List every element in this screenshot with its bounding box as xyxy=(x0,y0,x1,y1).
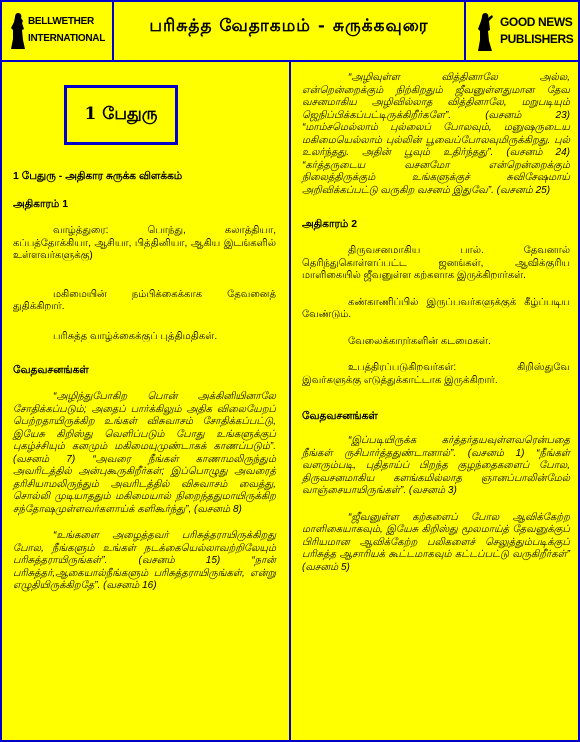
good-news-line1: GOOD NEWS xyxy=(500,15,573,29)
herald-figure-icon xyxy=(476,12,494,52)
good-news-logo xyxy=(466,2,578,60)
verse-block-5: “ஜீவனுள்ள கற்களைப் போல ஆவிக்கேற்ற மாளிகையாகவும், இயேசு கிறிஸ்து மூலமாய்த் தேவனுக்குப் பிரியமான ஆவிக்கேற்ற பலிகளைச் செலுத்தும்படிக்குப் பரிசுத்த ஆசாரியக் கூட்டமாகவும் கட்டப்பட்டு வருகிறீர்கள்” (வசனம் 5) xyxy=(302,511,570,573)
chapter-2-para-2: கண்காணிப்பில் இருப்பவர்களுக்குக் கீழ்ப்படிய வேண்டும். xyxy=(302,296,570,320)
bellwether-line2: INTERNATIONAL xyxy=(28,33,106,44)
book-title-box xyxy=(64,85,178,145)
chapter-1-para-1: வாழ்த்துரை: பொந்து, கலாத்தியா, கப்பத்தோக்கியா, ஆசியா, பித்தினியா, ஆகிய இடங்களில் உள்ளவர்களுக்கு) xyxy=(13,225,276,261)
verses-heading-2: வேதவசனங்கள் xyxy=(302,410,378,422)
chapter-2-para-3: வேலைக்காரர்களின் கடமைகள். xyxy=(348,335,491,347)
bellwether-logo xyxy=(2,2,114,60)
page-title: பரிசுத்த வேதாகமம் - சுருக்கவுரை xyxy=(149,16,429,36)
verse-block-3: “அழிவுள்ள வித்தினாலே அல்ல, என்றென்றைக்கும் நிற்கிறதும் ஜீவனுள்ளதுமான தேவ வசனமாகிய அழிவில்லாத வித்தினாலே, மறுபடியும் ஜெநிப்பிக்கப்பட்டிருக்கிறீர்களே”. (வசனம் 23) “மாம்சமெல்லாம் புல்லைப் போலவும், மனுஷருடைய மகிமையெல்லாம் புல்லின் பூவைப்போலவுமிருக்கிறது. புல் உலர்ந்தது. அதின் பூவும் உதிர்ந்தது”. (வசனம் 24) “கர்த்தருடைய வசனமோ என்றென்றைக்கும் நிலைத்திருக்கும் உங்களுக்குச் சுவிசேஷமாய் அறிவிக்கப்பட்டு வருகிற வசனம் இதுவே”. (வசனம் 25) xyxy=(302,72,570,196)
left-column xyxy=(0,62,291,742)
bellwether-line1: BELLWETHER xyxy=(28,16,94,27)
chapter-1-heading: அதிகாரம் 1 xyxy=(13,198,69,210)
verse-block-4: “இப்படியிருக்க கர்த்தர்தயவுள்ளவரென்பதை நீங்கள் ருசிபார்த்ததுண்டானால்”. (வசனம் 1) “நீங்கள் வளரும்படி, புதிதாய்ப் பிறந்த குழந்தைகளைப் போல, திருவசனமாகிய களங்கமில்லாத ஞானப்பாலின்மேல் வாஞ்சையாயிருங்கள்”. (வசனம் 3) xyxy=(302,435,570,496)
chapter-1-para-3: பரிசுத்த வாழ்க்கைக்குப் புத்திமதிகள். xyxy=(53,330,218,342)
ram-figure-icon xyxy=(10,12,26,50)
book-title: 1 பேதுரு xyxy=(84,104,158,124)
chapter-1-para-2: மகிமையின் நம்பிக்கைக்காக தேவனைத் துதிக்கிறார். xyxy=(13,288,276,312)
chapter-2-para-4: உபத்திரப்படுகிறவர்கள்: கிறிஸ்துவே இவர்களுக்கு எடுத்துக்காட்டாக இருக்கிறார். xyxy=(302,362,570,386)
verse-block-2: “உங்களை அழைத்தவர் பரிசுத்தராயிருக்கிறது போல, நீங்களும் உங்கள் நடக்கையெல்லாவற்றிலேயும் பரிசுத்தராயிருங்கள்”. (வசனம் 15) “நான் பரிசுத்தர்,ஆகையால்நீங்களும் பரிசுத்தராயிருங்கள், என்று எழுதியிருக்கிறதே”. (வசனம் 16) xyxy=(13,530,276,591)
verses-heading-1: வேதவசனங்கள் xyxy=(13,364,89,376)
page-header xyxy=(0,0,580,62)
chapter-2-para-1: திருவசனமாகிய பால். தேவனால் தெரிந்துகொள்ளப்பட்ட ஜனங்கள், ஆவிக்குரிய மாளிகையில் ஜீவனுள்ள கற்களாக இருக்கிறார்கள். xyxy=(302,245,570,281)
good-news-line2: PUBLISHERS xyxy=(500,32,574,46)
verse-block-1: “அழிந்துபோகிற பொன் அக்கினியினாலே சோதிக்கப்படும்; அதைப் பார்க்கிலும் அதிக விலையேறப் பெற்றதாயிருக்கிற உங்கள் விசுவாசம் சோதிக்கப்பட்டு, இயேசு கிறிஸ்து வெளிப்படும் போது உங்களுக்குப் புகழ்ச்சியும் கனமும் மகிமையுமுண்டாகக் காணப்படும்”. (வசனம் 7) “அவரை நீங்கள் காணாமலிருந்தும் அவரிடத்தில் அன்புகூருகிறீர்கள்; இப்பொழுது அவரைத் தரிசியாமலிருந்தும் அவரிடத்தில் விசுவாசம் வைத்து, சொல்லி முடியாததும் மகிமையால் நிறைந்ததுமாயிருக்கிற சந்தோஷமுள்ளவர்களாய்க் களிகூர்ந்து”, (வசனம் 8) xyxy=(13,391,276,515)
title-cell xyxy=(114,2,466,60)
right-column xyxy=(289,62,580,742)
summary-heading: 1 பேதுரு - அதிகார சுருக்க விளக்கம் xyxy=(13,170,183,182)
chapter-2-heading: அதிகாரம் 2 xyxy=(302,218,358,230)
